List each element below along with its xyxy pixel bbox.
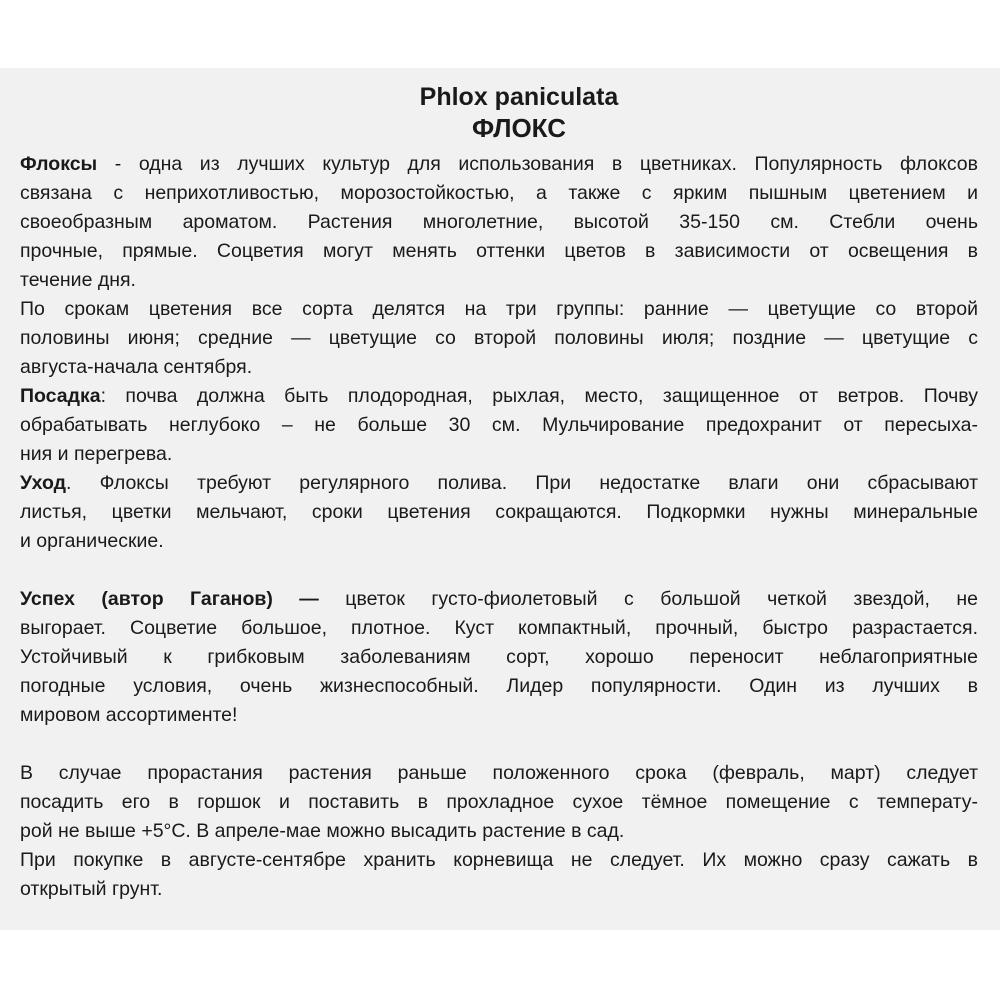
term-planting: Посадка (20, 385, 101, 407)
intro-paragraph (20, 150, 978, 295)
text-line: половины июня; средние — цветущие со второй половины июля; поздние — цветущие с (20, 327, 978, 349)
text-line: открытый грунт. (20, 878, 163, 900)
text-line: листья, цветки мельчают, сроки цветения сокращаются. Подкормки нужны минеральные (20, 501, 978, 523)
text-line: В случае прорастания растения раньше положенного срока (февраль, март) следует (20, 762, 978, 784)
text-line: своеобразным ароматом. Растения многолетние, высотой 35-150 см. Стебли очень (20, 211, 978, 233)
term-variety: Успех (автор Гаганов) — (20, 588, 319, 610)
text-line: мировом ассортименте! (20, 704, 238, 726)
groups-paragraph (20, 295, 978, 382)
text-line: обрабатывать неглубоко – не больше 30 см. Мульчирование предохранит от пересыха- (20, 414, 978, 436)
text-line: Устойчивый к грибковым заболеваниям сорт, хорошо переносит неблагоприятные (20, 646, 978, 668)
text-line: Успех (автор Гаганов) — цветок густо-фиолетовый с большой четкой звездой, не (20, 588, 979, 610)
title-latin: Phlox paniculata (419, 83, 619, 111)
text-line: и органические. (20, 530, 164, 552)
text-line: Флоксы - одна из лучших культур для использования в цветниках. Популярность флоксов (20, 153, 978, 175)
term-care: Уход (20, 472, 67, 494)
title-russian: ФЛОКС (472, 113, 566, 143)
text-line: Уход. Флоксы требуют регулярного полива. При недостатке влаги они сбрасывают (20, 472, 978, 494)
text-line: ния и перегрева. (20, 443, 173, 465)
spacer (20, 556, 978, 585)
text-line: выгорает. Соцветие большое, плотное. Куст компактный, прочный, быстро разрастается. (20, 617, 978, 639)
autumn-paragraph (20, 846, 978, 904)
text-line: течение дня. (20, 269, 136, 291)
text-line: прочные, прямые. Соцветия могут менять оттенки цветов в зависимости от освещения в (20, 240, 978, 262)
storage-paragraph (20, 759, 978, 846)
text-line: При покупке в августе-сентябре хранить корневища не следует. Их можно сразу сажать в (20, 849, 978, 871)
text-line: посадить его в горшок и поставить в прохладное сухое тёмное помещение с температу- (20, 791, 978, 813)
title-block (20, 82, 978, 144)
text-line: августа-начала сентября. (20, 356, 253, 378)
instruction-sheet (0, 68, 1000, 930)
spacer (20, 730, 978, 759)
variety-paragraph (20, 585, 978, 730)
text-line: По срокам цветения все сорта делятся на три группы: ранние — цветущие со второй (20, 298, 978, 320)
text-line: погодные условия, очень жизнеспособный. Лидер популярности. Один из лучших в (20, 675, 978, 697)
text-line: рой не выше +5°С. В апреле-мае можно высадить растение в сад. (20, 820, 625, 842)
care-paragraph (20, 469, 978, 556)
term-phlox: Флоксы (20, 153, 98, 175)
text-line: Посадка: почва должна быть плодородная, рыхлая, место, защищенное от ветров. Почву (20, 385, 978, 407)
planting-paragraph (20, 382, 978, 469)
text-line: связана с неприхотливостью, морозостойкостью, а также с ярким пышным цветением и (20, 182, 978, 204)
